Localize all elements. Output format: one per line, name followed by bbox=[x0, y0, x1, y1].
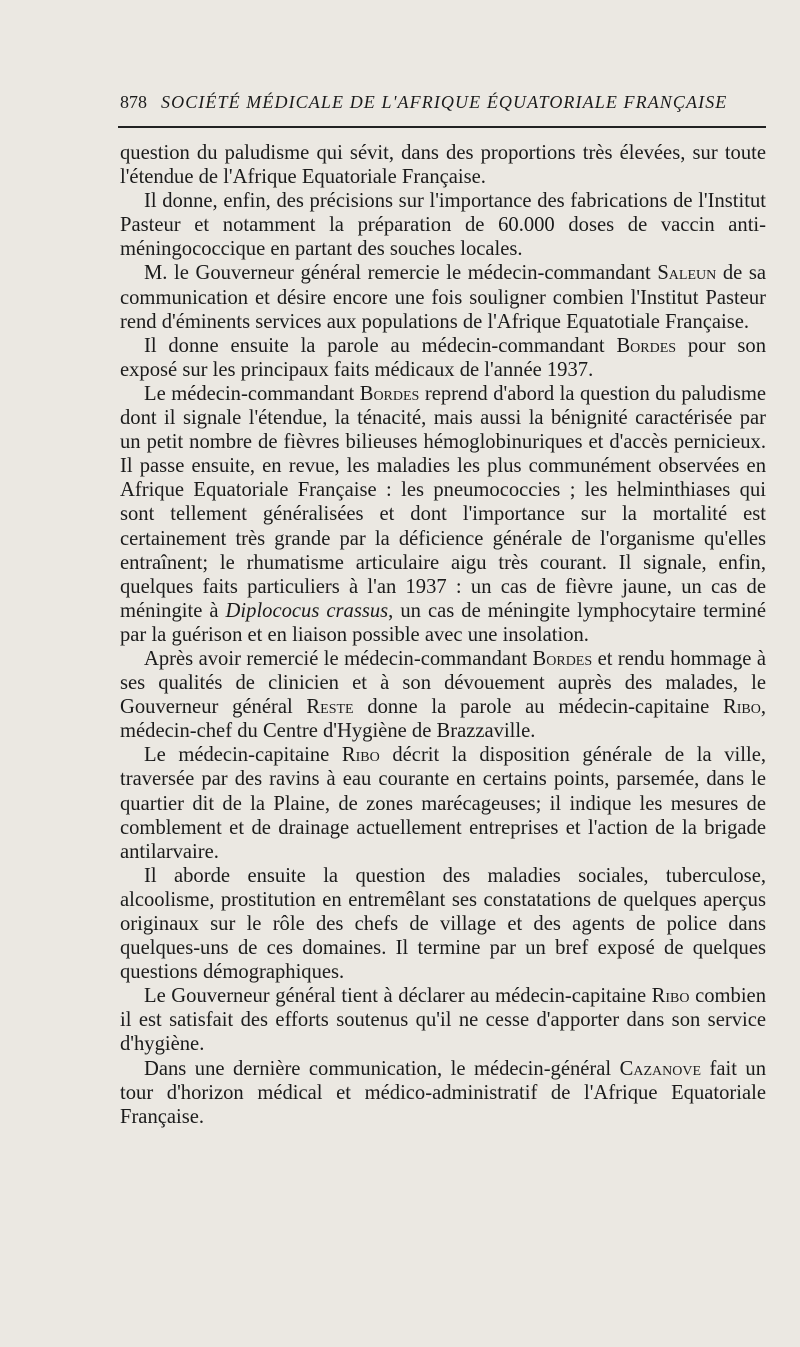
person-name: Reste bbox=[306, 696, 354, 719]
running-title: SOCIÉTÉ MÉDICALE DE L'AFRIQUE ÉQUATORIALE FRANÇAISE bbox=[161, 92, 728, 112]
body-text bbox=[120, 141, 766, 1129]
person-name: Bordes bbox=[359, 382, 420, 405]
paragraph: M. le Gouverneur général remercie le médecin-commandant Saleun de sa communication et désire encore une fois souligner combien l'Institut Pasteur rend d'éminents services aux populations de l'Afrique Equatotiale Française. bbox=[120, 262, 767, 333]
person-name: Bordes bbox=[616, 334, 677, 357]
person-name: Bordes bbox=[532, 647, 593, 670]
person-name: Ribo bbox=[341, 744, 380, 767]
paragraph: Dans une dernière communication, le médecin-général Cazanove fait un tour d'horizon médical et médico-administratif de l'Afrique Equatoriale Française. bbox=[120, 1057, 766, 1128]
person-name: Ribo bbox=[651, 985, 690, 1008]
paragraph: Le Gouverneur général tient à déclarer au médecin-capitaine Ribo combien il est satisfait des efforts soutenus qu'il ne cesse d'apporter dans son service d'hygiène. bbox=[120, 985, 766, 1056]
person-name: Saleun bbox=[657, 262, 717, 285]
paragraph: Il aborde ensuite la question des maladies sociales, tuberculose, alcoolisme, prostitution en entremêlant ses constatations de quelques aperçus originaux sur le rôle des chefs de village et des agents de police dans quelques-uns de ces domaines. Il termine par un bref exposé de quelques questions démographiques. bbox=[120, 864, 766, 984]
paragraph: Il donne ensuite la parole au médecin-commandant Bordes pour son exposé sur les principaux faits médicaux de l'année 1937. bbox=[120, 334, 766, 381]
header-rule bbox=[118, 126, 766, 128]
person-name: Ribo bbox=[722, 696, 761, 719]
paragraph: Le médecin-commandant Bordes reprend d'abord la question du paludisme dont il signale l'étendue, la ténacité, mais aussi la bénignité caractérisée par un petit nombre de fièvres bilieuses hémoglobinuriques et d'accès pernicieux. Il passe ensuite, en revue, les maladies les plus communément observées en Afrique Equatoriale Française : les pneumococcies ; les helminthiases qui sont tellement généralisées et dont l'importance sur la mortalité est certainement très grande par la déficience générale de l'organisme qu'elles entraînent; le rhumatisme articulaire aigu très courant. Il signale, enfin, quelques faits particuliers à l'an 1937 : un cas de fièvre jaune, un cas de méningite à Diplococus crassus, un cas de méningite lymphocytaire terminé par la guérison et en liaison possible avec une insolation. bbox=[120, 382, 766, 646]
paragraph: Après avoir remercié le médecin-commandant Bordes et rendu hommage à ses qualités de clinicien et à son dévouement auprès des malades, le Gouverneur général Reste donne la parole au médecin-capitaine Ribo, médecin-chef du Centre d'Hygiène de Brazzaville. bbox=[120, 647, 766, 743]
paragraph: question du paludisme qui sévit, dans des proportions très élevées, sur toute l'étendue de l'Afrique Equatoriale Française. bbox=[120, 142, 766, 189]
page-number: 878 bbox=[120, 92, 147, 112]
paragraph: Le médecin-capitaine Ribo décrit la disposition générale de la ville, traversée par des ravins à eau courante en certains points, parsemée, dans le quartier dit de la Plaine, de zones marécageuses; il indique les mesures de comblement et de drainage actuellement entreprises et l'action de la brigade antilarvaire. bbox=[120, 744, 766, 863]
person-name: Cazanove bbox=[619, 1057, 702, 1080]
species-name: Diplococus crassus bbox=[225, 599, 389, 622]
paragraph: Il donne, enfin, des précisions sur l'importance des fabrications de l'Institut Pasteur et notamment la préparation de 60.000 doses de vaccin anti-méningococcique en partant des souches locales. bbox=[120, 190, 766, 261]
running-header bbox=[120, 92, 766, 113]
